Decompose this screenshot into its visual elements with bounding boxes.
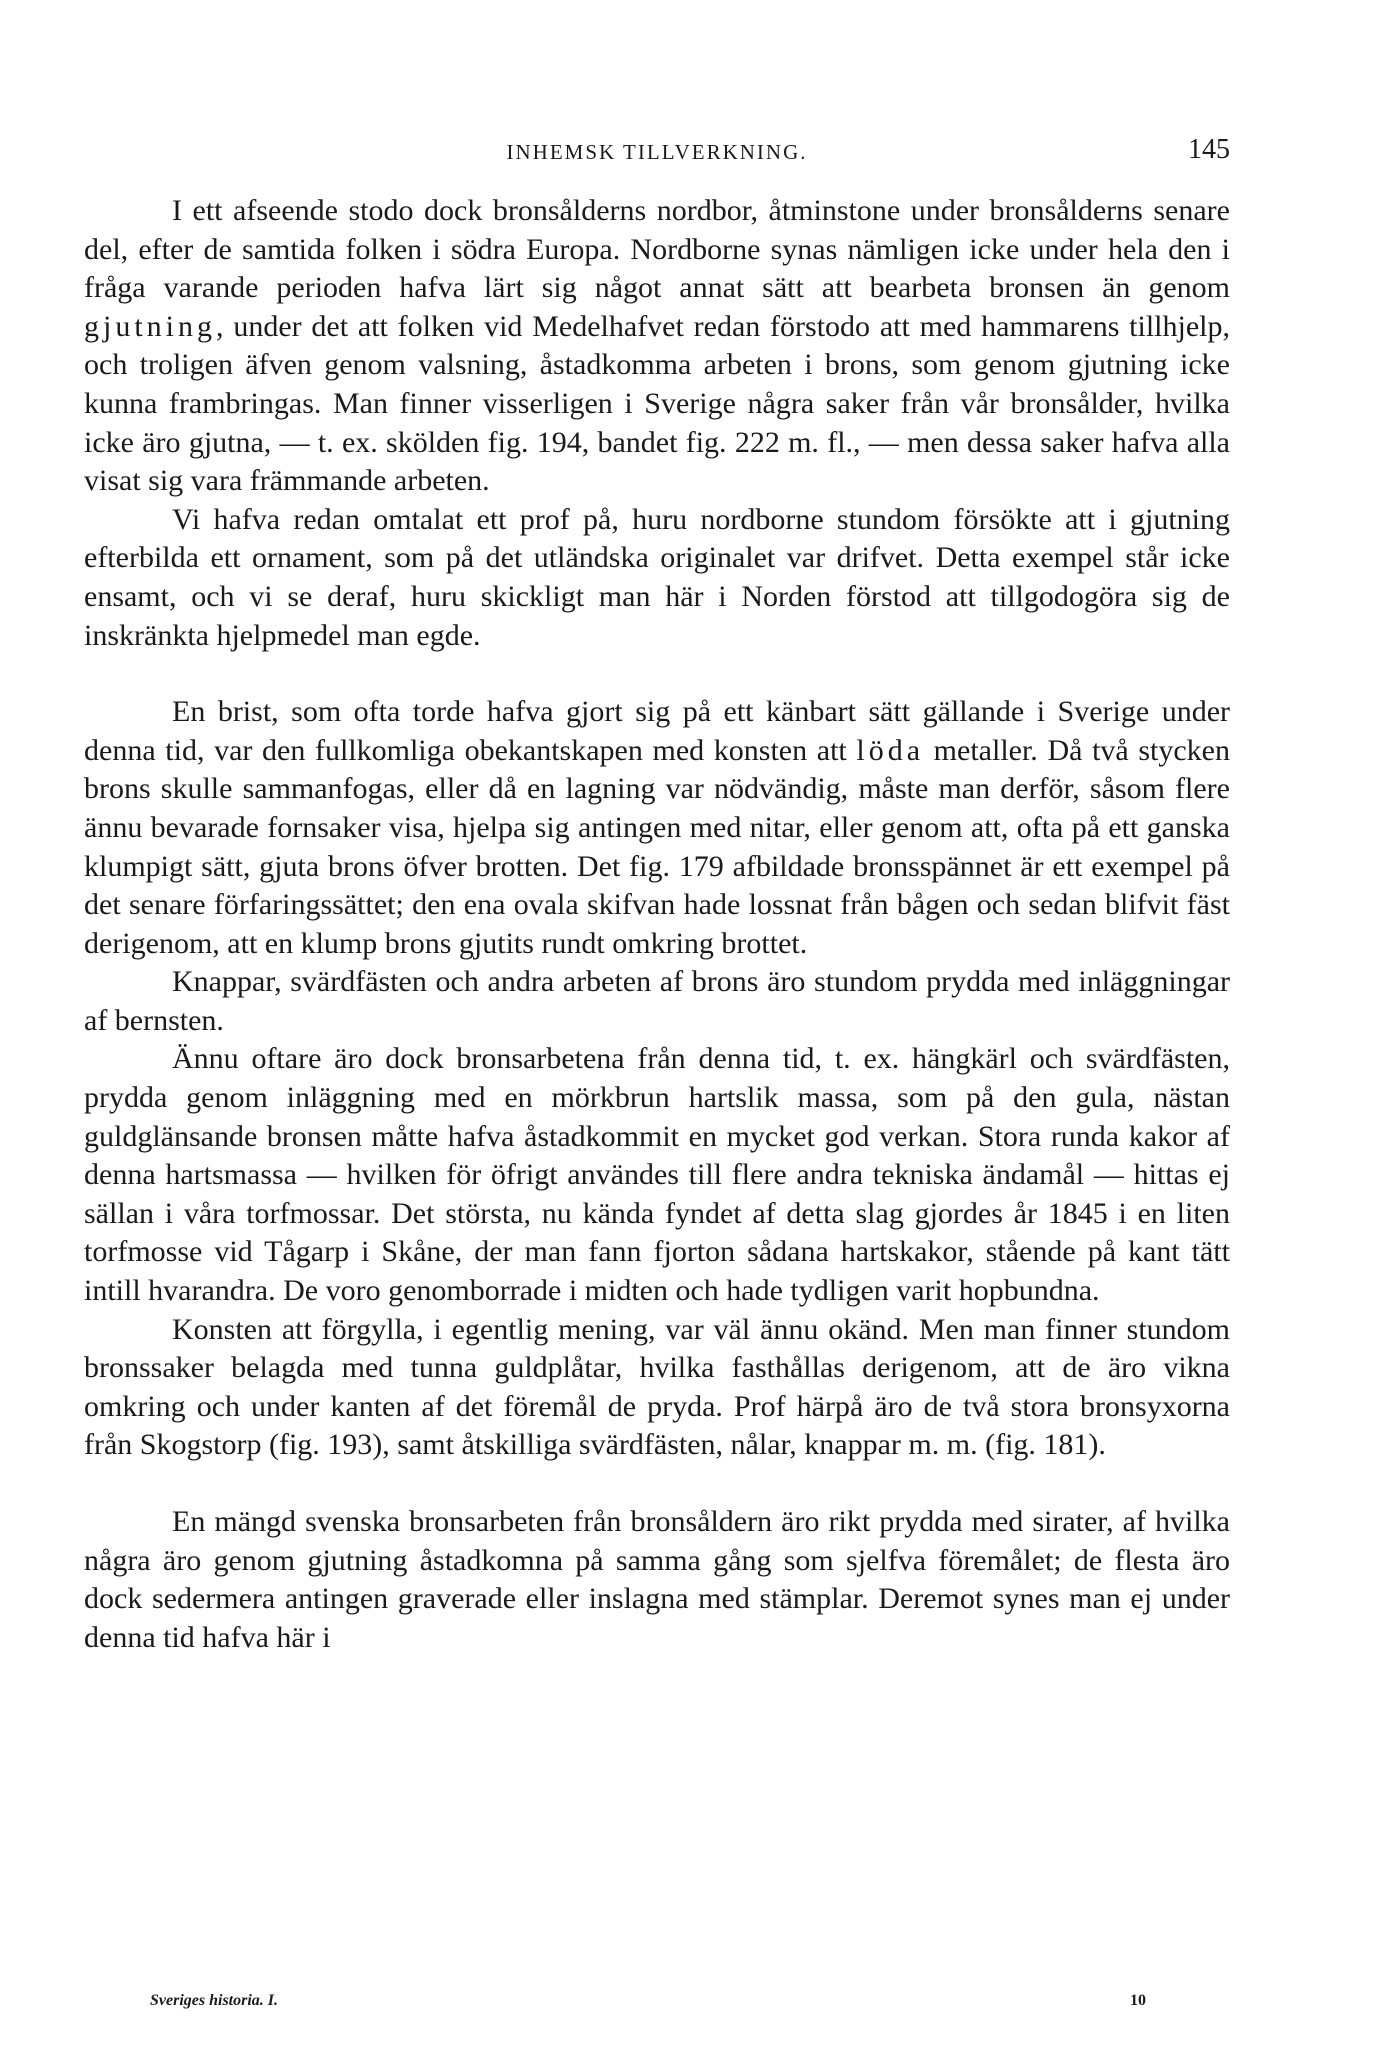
page-footer (150, 1992, 1150, 2022)
text-segment: Vi hafva redan omtalat ett prof på, huru nordborne stundom försökte att i gjutning efterbilda ett ornament, som på det utländska originalet var drifvet. Detta exempel står icke ensamt, och vi se deraf, huru skickligt man här i Norden förstod att tillgodogöra sig de inskränkta hjelpmedel man egde. (84, 502, 1230, 652)
paragraph (84, 1040, 1230, 1310)
sheet-number: 10 (1130, 1992, 1146, 2009)
text-segment: , under det att folken vid Medelhafvet redan förstodo att med hammarens tillhjelp, och troligen äfven genom valsning, åstadkomma arbeten i brons, som genom gjutning icke kunna frambringas. Man finner visserligen i Sverige några saker från vår bronsålder, hvilka icke äro gjutna, — t. ex. skölden fig. 194, bandet fig. 222 m. fl., — men dessa saker hafva alla visat sig vara främmande arbeten. (84, 309, 1230, 498)
paragraph (84, 1503, 1230, 1657)
running-title: INHEMSK TILLVERKNING. (506, 140, 808, 164)
text-segment: En mängd svenska bronsarbeten från bronsåldern äro rikt prydda med sirater, af hvilka några äro genom gjutning åstadkomna på samma gång som sjelfva föremålet; de flesta äro dock sedermera antingen graverade eller inslagna med stämplar. Deremot synes man ej under denna tid hafva här i (84, 1505, 1230, 1654)
spaced-emphasis: löda (856, 733, 925, 767)
paragraph (84, 501, 1230, 655)
text-segment: metaller. Då två stycken brons skulle sammanfogas, eller då en lagning var nödvändig, måste man derför, såsom flere ännu bevarade fornsaker visa, hjelpa sig antingen med nitar, eller genom att, ofta på ett ganska klumpigt sätt, gjuta brons öfver brotten. Det fig. 179 afbildade bronsspännet är ett exempel på det senare förfaringssättet; den ena ovala skifvan hade lossnat från bågen och sedan blifvit fäst derigenom, att en klump brons gjutits rundt omkring brottet. (84, 733, 1230, 960)
text-segment: Konsten att förgylla, i egentlig mening, var väl ännu okänd. Men man finner stundom bronssaker belagda med tunna guldplåtar, hvilka fasthållas derigenom, att de äro vikna omkring och under kanten af det föremål de pryda. Prof härpå äro de två stora bronsyxorna från Skogstorp (fig. 193), samt åtskilliga svärdfästen, nålar, knappar m. m. (fig. 181). (84, 1312, 1230, 1462)
text-segment: Knappar, svärdfästen och andra arbeten af brons äro stundom prydda med inläggningar af bernsten. (84, 965, 1230, 1037)
text-segment: En brist, som ofta torde hafva gjort sig på ett känbart sätt gällande i Sverige under denna tid, var den fullkomliga obekantskapen med konsten att (84, 695, 1230, 767)
paragraph (84, 963, 1230, 1040)
paragraph (84, 1311, 1230, 1465)
printer-signature: Sveriges historia. I. (150, 1992, 279, 2009)
paragraph (84, 192, 1230, 501)
text-segment: I ett afseende stodo dock bronsålderns nordbor, åtminstone under bronsålderns senare del, efter de samtida folken i södra Europa. Nordborne synas nämligen icke under hela den i fråga varande perioden hafva lärt sig något annat sätt att bearbeta bronsen än genom (84, 194, 1230, 305)
text-segment: Ännu oftare äro dock bronsarbetena från denna tid, t. ex. hängkärl och svärdfästen, prydda genom inläggning med en mörkbrun hartslik massa, som på den gula, nästan guldglänsande bronsen måtte hafva åstadkommit en mycket god verkan. Stora runda kakor af denna hartsmassa — hvilken för öfrigt användes till flere andra tekniska ändamål — hittas ej sällan i våra torfmossar. Det största, nu kända fyndet af detta slag gjordes år 1845 i en liten torfmosse vid Tågarp i Skåne, der man fann fjorton sådana hartskakor, stående på kant tätt intill hvarandra. De voro genomborrade i midten och hade tydligen varit hopbundna. (84, 1042, 1230, 1308)
spaced-emphasis: gjutning (84, 309, 217, 343)
paragraph (84, 693, 1230, 963)
page-number: 145 (1188, 134, 1230, 165)
body-text (84, 192, 1230, 1657)
page-header (84, 134, 1230, 174)
